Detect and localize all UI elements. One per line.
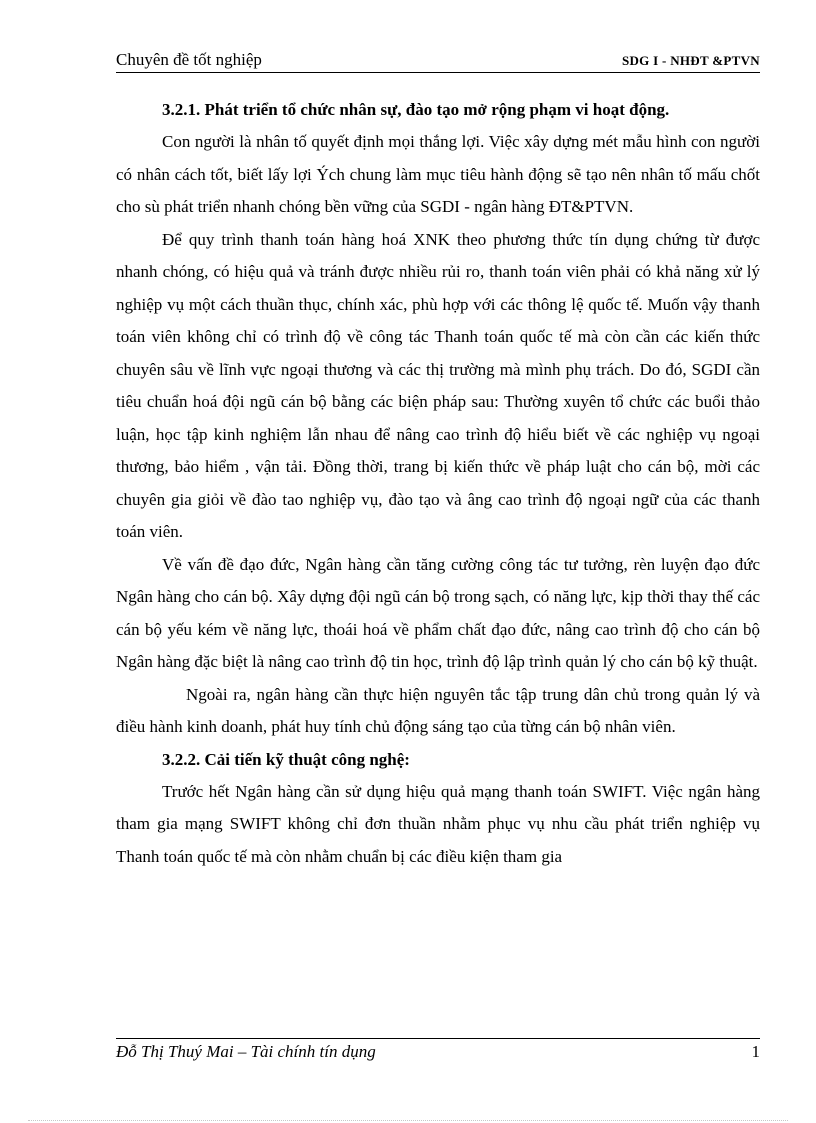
page-bottom-divider (28, 1120, 788, 1121)
paragraph: Về vấn đề đạo đức, Ngân hàng cần tăng cường công tác tư tưởng, rèn luyện đạo đức Ngân hàng cho cán bộ. Xây dựng đội ngũ cán bộ trong sạch, có năng lực, kịp thời thay thế các cán bộ yếu kém về năng lực, thoái hoá về phẩm chất đạo đức, nâng cao trình độ cho cán bộ Ngân hàng đặc biệt là nâng cao trình độ tin học, trình độ lập trình quản lý cho cán bộ kỹ thuật. (116, 554, 760, 671)
footer-author: Đỗ Thị Thuý Mai – Tài chính tín dụng (116, 1042, 376, 1061)
paragraph: Trước hết Ngân hàng cần sử dụng hiệu quả mạng thanh toán SWIFT. Việc ngân hàng tham gia mạng SWIFT không chỉ đơn thuần nhằm phục vụ nhu cầu phát triển nghiệp vụ Thanh toán quốc tế mà còn nhằm chuẩn bị các điều kiện tham gia (116, 781, 760, 866)
header-organization: SDG I - NHĐT &PTVN (621, 53, 760, 68)
section-heading-3-2-2: 3.2.2. Cải tiến kỹ thuật công nghệ: (162, 749, 410, 769)
section-heading-3-2-1: 3.2.1. Phát triển tổ chức nhân sự, đào tạo mở rộng phạm vi hoạt động. (162, 100, 670, 119)
paragraph: Con người là nhân tố quyết định mọi thắng lợi. Việc xây dựng mét mẫu hình con người có nhân cách tốt, biết lấy lợi Ých chung làm mục tiêu hành động sẽ tạo nên nhân tố mấu chốt cho sù phát triển nhanh chóng bền vững của SGDI - ngân hàng ĐT&PTVN. (116, 132, 760, 216)
page-header (116, 46, 760, 73)
page-number: 1 (751, 1042, 760, 1061)
header-title: Chuyên đề tốt nghiệp (116, 50, 262, 69)
page-footer (116, 1038, 760, 1065)
paragraph: Để quy trình thanh toán hàng hoá XNK theo phương thức tín dụng chứng từ được nhanh chóng, có hiệu quả và tránh được nhiều rủi ro, thanh toán viên phải có khả năng xử lý nghiệp vụ một cách thuần thục, chính xác, phù hợp với các thông lệ quốc tế. Muốn vậy thanh toán viên không chỉ có trình độ về công tác Thanh toán quốc tế mà còn cần các kiến thức chuyên sâu về lĩnh vực ngoại thương và các thị trường mà mình phụ trách. Do đó, SGDI cần tiêu chuẩn hoá đội ngũ cán bộ bằng các biện pháp sau: Thường xuyên tổ chức các buổi thảo luận, học tập kinh nghiệm lẫn nhau để nâng cao trình độ hiểu biết về các nghiệp vụ ngoại thương, bảo hiểm , vận tải. Đồng thời, trang bị kiến thức về pháp luật cho cán bộ, mời các chuyên gia giỏi về đào tao nghiệp vụ, đào tạo và âng cao trình độ ngoại ngữ của các thanh toán viên. (116, 229, 760, 541)
paragraph: Ngoài ra, ngân hàng cần thực hiện nguyên tắc tập trung dân chủ trong quản lý và điều hành kinh doanh, phát huy tính chủ động sáng tạo của từng cán bộ nhân viên. (116, 684, 760, 736)
document-body (116, 94, 760, 873)
